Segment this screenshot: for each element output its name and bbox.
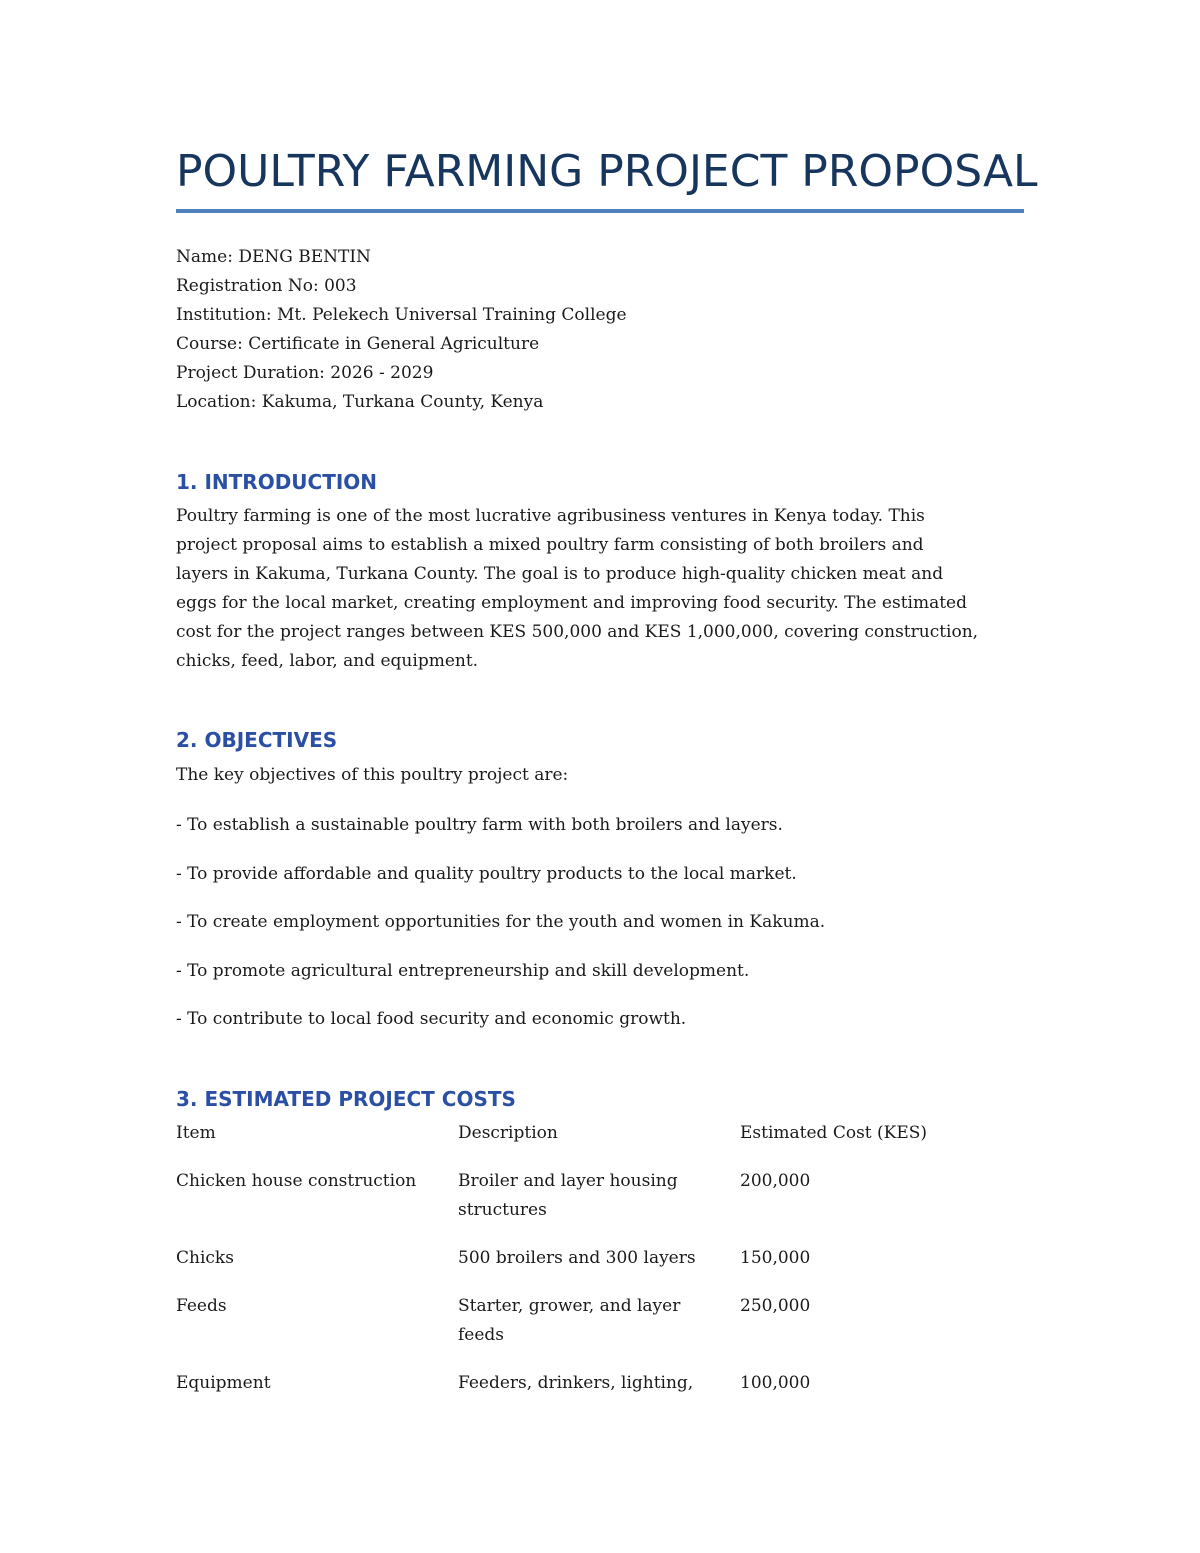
meta-duration: Project Duration: 2026 - 2029 [176, 363, 434, 383]
cell-cost: 150,000 [740, 1248, 811, 1268]
cell-description [458, 1167, 740, 1225]
table-row [176, 1167, 1024, 1244]
table-row [176, 1369, 1024, 1417]
objective-item: - To contribute to local food security and economic growth. [176, 1009, 687, 1029]
cell-item: Chicks [176, 1248, 234, 1268]
table-row [176, 1292, 1024, 1369]
cell-cost: 250,000 [740, 1296, 811, 1316]
cell-item: Equipment [176, 1373, 271, 1393]
table-row [176, 1244, 1024, 1292]
cell-cost: 200,000 [740, 1171, 811, 1191]
student-details [176, 243, 1024, 417]
description-line: Broiler and layer housing [458, 1171, 678, 1191]
meta-institution: Institution: Mt. Pelekech Universal Training College [176, 305, 627, 325]
document-page [176, 0, 1038, 1553]
description-line: Starter, grower, and layer [458, 1296, 681, 1316]
introduction-heading: 1. INTRODUCTION [176, 470, 378, 494]
intro-line: project proposal aims to establish a mixed poultry farm consisting of both broilers and [176, 535, 924, 555]
column-header-item: Item [176, 1123, 216, 1143]
cell-item: Chicken house construction [176, 1171, 417, 1191]
intro-line: chicks, feed, labor, and equipment. [176, 651, 479, 671]
objective-item: - To establish a sustainable poultry farm with both broilers and layers. [176, 815, 783, 835]
title-underline [176, 209, 1024, 213]
column-header-description: Description [458, 1123, 558, 1143]
objectives-list [176, 811, 1024, 1054]
description-line: 500 broilers and 300 layers [458, 1248, 696, 1268]
objectives-heading: 2. OBJECTIVES [176, 728, 338, 752]
intro-line: cost for the project ranges between KES 500,000 and KES 1,000,000, covering construction, [176, 622, 979, 642]
meta-location: Location: Kakuma, Turkana County, Kenya [176, 392, 544, 412]
objective-item: - To promote agricultural entrepreneurship and skill development. [176, 960, 750, 981]
cell-description [458, 1369, 740, 1398]
cell-description [458, 1292, 740, 1350]
document-title: POULTRY FARMING PROJECT PROPOSAL [176, 146, 1038, 197]
intro-line: layers in Kakuma, Turkana County. The goal is to produce high-quality chicken meat and [176, 564, 944, 584]
objectives-intro: The key objectives of this poultry project are: [176, 765, 569, 785]
description-line: Feeders, drinkers, lighting, [458, 1373, 694, 1393]
cost-table [176, 1119, 1024, 1417]
intro-line: Poultry farming is one of the most lucrative agribusiness ventures in Kenya today. This [176, 506, 925, 526]
meta-name: Name: DENG BENTIN [176, 247, 371, 267]
intro-line: eggs for the local market, creating employment and improving food security. The estimated [176, 593, 967, 613]
meta-course: Course: Certificate in General Agriculture [176, 334, 540, 354]
column-header-cost: Estimated Cost (KES) [740, 1123, 928, 1143]
description-line: feeds [458, 1325, 505, 1345]
cell-cost: 100,000 [740, 1373, 811, 1393]
objective-item: - To provide affordable and quality poultry products to the local market. [176, 863, 797, 884]
cell-item: Feeds [176, 1296, 227, 1316]
costs-heading: 3. ESTIMATED PROJECT COSTS [176, 1087, 516, 1111]
table-header-row [176, 1119, 1024, 1167]
meta-registration: Registration No: 003 [176, 276, 357, 296]
introduction-paragraph [176, 502, 1024, 676]
cell-description [458, 1244, 740, 1273]
description-line: structures [458, 1200, 547, 1220]
objective-item: - To create employment opportunities for the youth and women in Kakuma. [176, 912, 826, 932]
